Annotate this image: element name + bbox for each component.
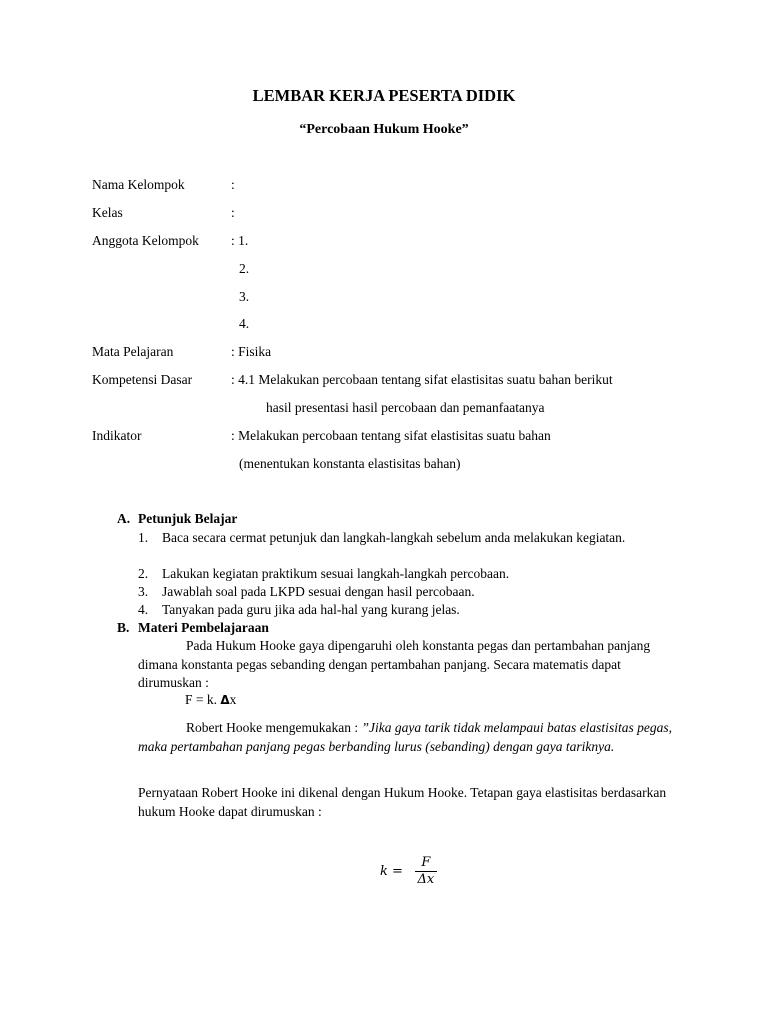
delta-symbol: Δ bbox=[220, 693, 230, 707]
paragraph-robert-hooke bbox=[138, 719, 678, 756]
section-letter: A. bbox=[117, 511, 131, 526]
field-label: Nama Kelompok bbox=[92, 177, 185, 192]
field-nama-kelompok bbox=[0, 177, 768, 197]
fraction-numerator: F bbox=[421, 855, 431, 870]
anggota-number bbox=[0, 289, 768, 309]
anggota-number-label: 4. bbox=[239, 316, 250, 331]
list-item-number: 4. bbox=[138, 602, 149, 617]
section-a-heading bbox=[117, 511, 237, 527]
anggota-number bbox=[0, 261, 768, 281]
field-value-continuation: hasil presentasi hasil percobaan dan pemanfaatanya bbox=[266, 400, 545, 415]
list-item-text: Jawablah soal pada LKPD sesuai dengan hasil percobaan. bbox=[162, 584, 475, 599]
list-item-text: Tanyakan pada guru jika ada hal-hal yang kurang jelas. bbox=[162, 602, 460, 617]
anggota-number-label: 2. bbox=[239, 261, 250, 276]
formula-hooke bbox=[185, 692, 236, 708]
indikator-continuation bbox=[0, 456, 768, 476]
field-anggota-kelompok bbox=[0, 233, 768, 253]
field-label: Kelas bbox=[92, 205, 123, 220]
page-subtitle: “Percobaan Hukum Hooke” bbox=[299, 122, 469, 137]
list-item-number: 3. bbox=[138, 584, 149, 599]
list-item bbox=[138, 601, 698, 619]
quote-text: ”Jika gaya tarik tidak melampaui batas elastisitas pegas, maka pertambahan panjang pegas berbanding lurus (sebanding) dengan gaya tariknya. bbox=[138, 720, 672, 754]
field-label: Kompetensi Dasar bbox=[92, 372, 193, 387]
list-item-text: Baca secara cermat petunjuk dan langkah-langkah sebelum anda melakukan kegiatan. bbox=[162, 530, 626, 545]
paragraph-text: Pernyataan Robert Hooke ini dikenal dengan Hukum Hooke. Tetapan gaya elastisitas berdasarkan hukum Hooke dapat dirumuskan : bbox=[138, 785, 667, 819]
field-value: : bbox=[231, 205, 235, 220]
list-item bbox=[138, 565, 698, 583]
field-indikator bbox=[0, 428, 768, 448]
anggota-number bbox=[0, 316, 768, 336]
field-kelas bbox=[0, 205, 768, 225]
list-item bbox=[138, 529, 698, 565]
list-item bbox=[138, 583, 698, 601]
field-value: : 1. bbox=[231, 233, 249, 248]
section-letter: B. bbox=[117, 620, 130, 635]
page-title: LEMBAR KERJA PESERTA DIDIK bbox=[252, 86, 516, 105]
formula-suffix: x bbox=[229, 692, 237, 707]
paragraph-text: Robert Hooke mengemukakan : bbox=[186, 720, 362, 735]
section-title: Materi Pembelajaraan bbox=[138, 620, 269, 635]
field-label: Anggota Kelompok bbox=[92, 233, 199, 248]
list-item-number: 1. bbox=[138, 530, 149, 545]
formula-lhs: k = bbox=[380, 864, 403, 879]
list-item-number: 2. bbox=[138, 566, 149, 581]
paragraph-tetapan bbox=[138, 784, 678, 821]
field-value-continuation: (menentukan konstanta elastisitas bahan) bbox=[239, 456, 461, 471]
field-label: Indikator bbox=[92, 428, 142, 443]
section-b-heading bbox=[117, 620, 269, 636]
field-value: : 4.1 Melakukan percobaan tentang sifat elastisitas suatu bahan berikut bbox=[231, 372, 613, 387]
field-value: : Fisika bbox=[231, 344, 272, 359]
field-value: : bbox=[231, 177, 235, 192]
section-title: Petunjuk Belajar bbox=[138, 511, 238, 526]
fraction-denominator: Δx bbox=[417, 872, 435, 887]
field-mata-pelajaran bbox=[0, 344, 768, 364]
list-item-text: Lakukan kegiatan praktikum sesuai langkah-langkah percobaan. bbox=[162, 566, 510, 581]
paragraph-hukum-hooke bbox=[138, 637, 678, 693]
anggota-number-label: 3. bbox=[239, 289, 250, 304]
kompetensi-dasar-continuation bbox=[0, 400, 768, 420]
formula-konstanta bbox=[380, 855, 437, 888]
field-kompetensi-dasar bbox=[0, 372, 768, 392]
field-label: Mata Pelajaran bbox=[92, 344, 174, 359]
field-value: : Melakukan percobaan tentang sifat elastisitas suatu bahan bbox=[231, 428, 551, 443]
paragraph-text: Pada Hukum Hooke gaya dipengaruhi oleh konstanta pegas dan pertambahan panjang dimana konstanta pegas sebanding dengan pertambahan panjang. Secara matematis dapat dirumuskan : bbox=[138, 638, 651, 690]
formula-prefix: F = k. bbox=[185, 692, 221, 707]
fraction bbox=[415, 855, 437, 888]
